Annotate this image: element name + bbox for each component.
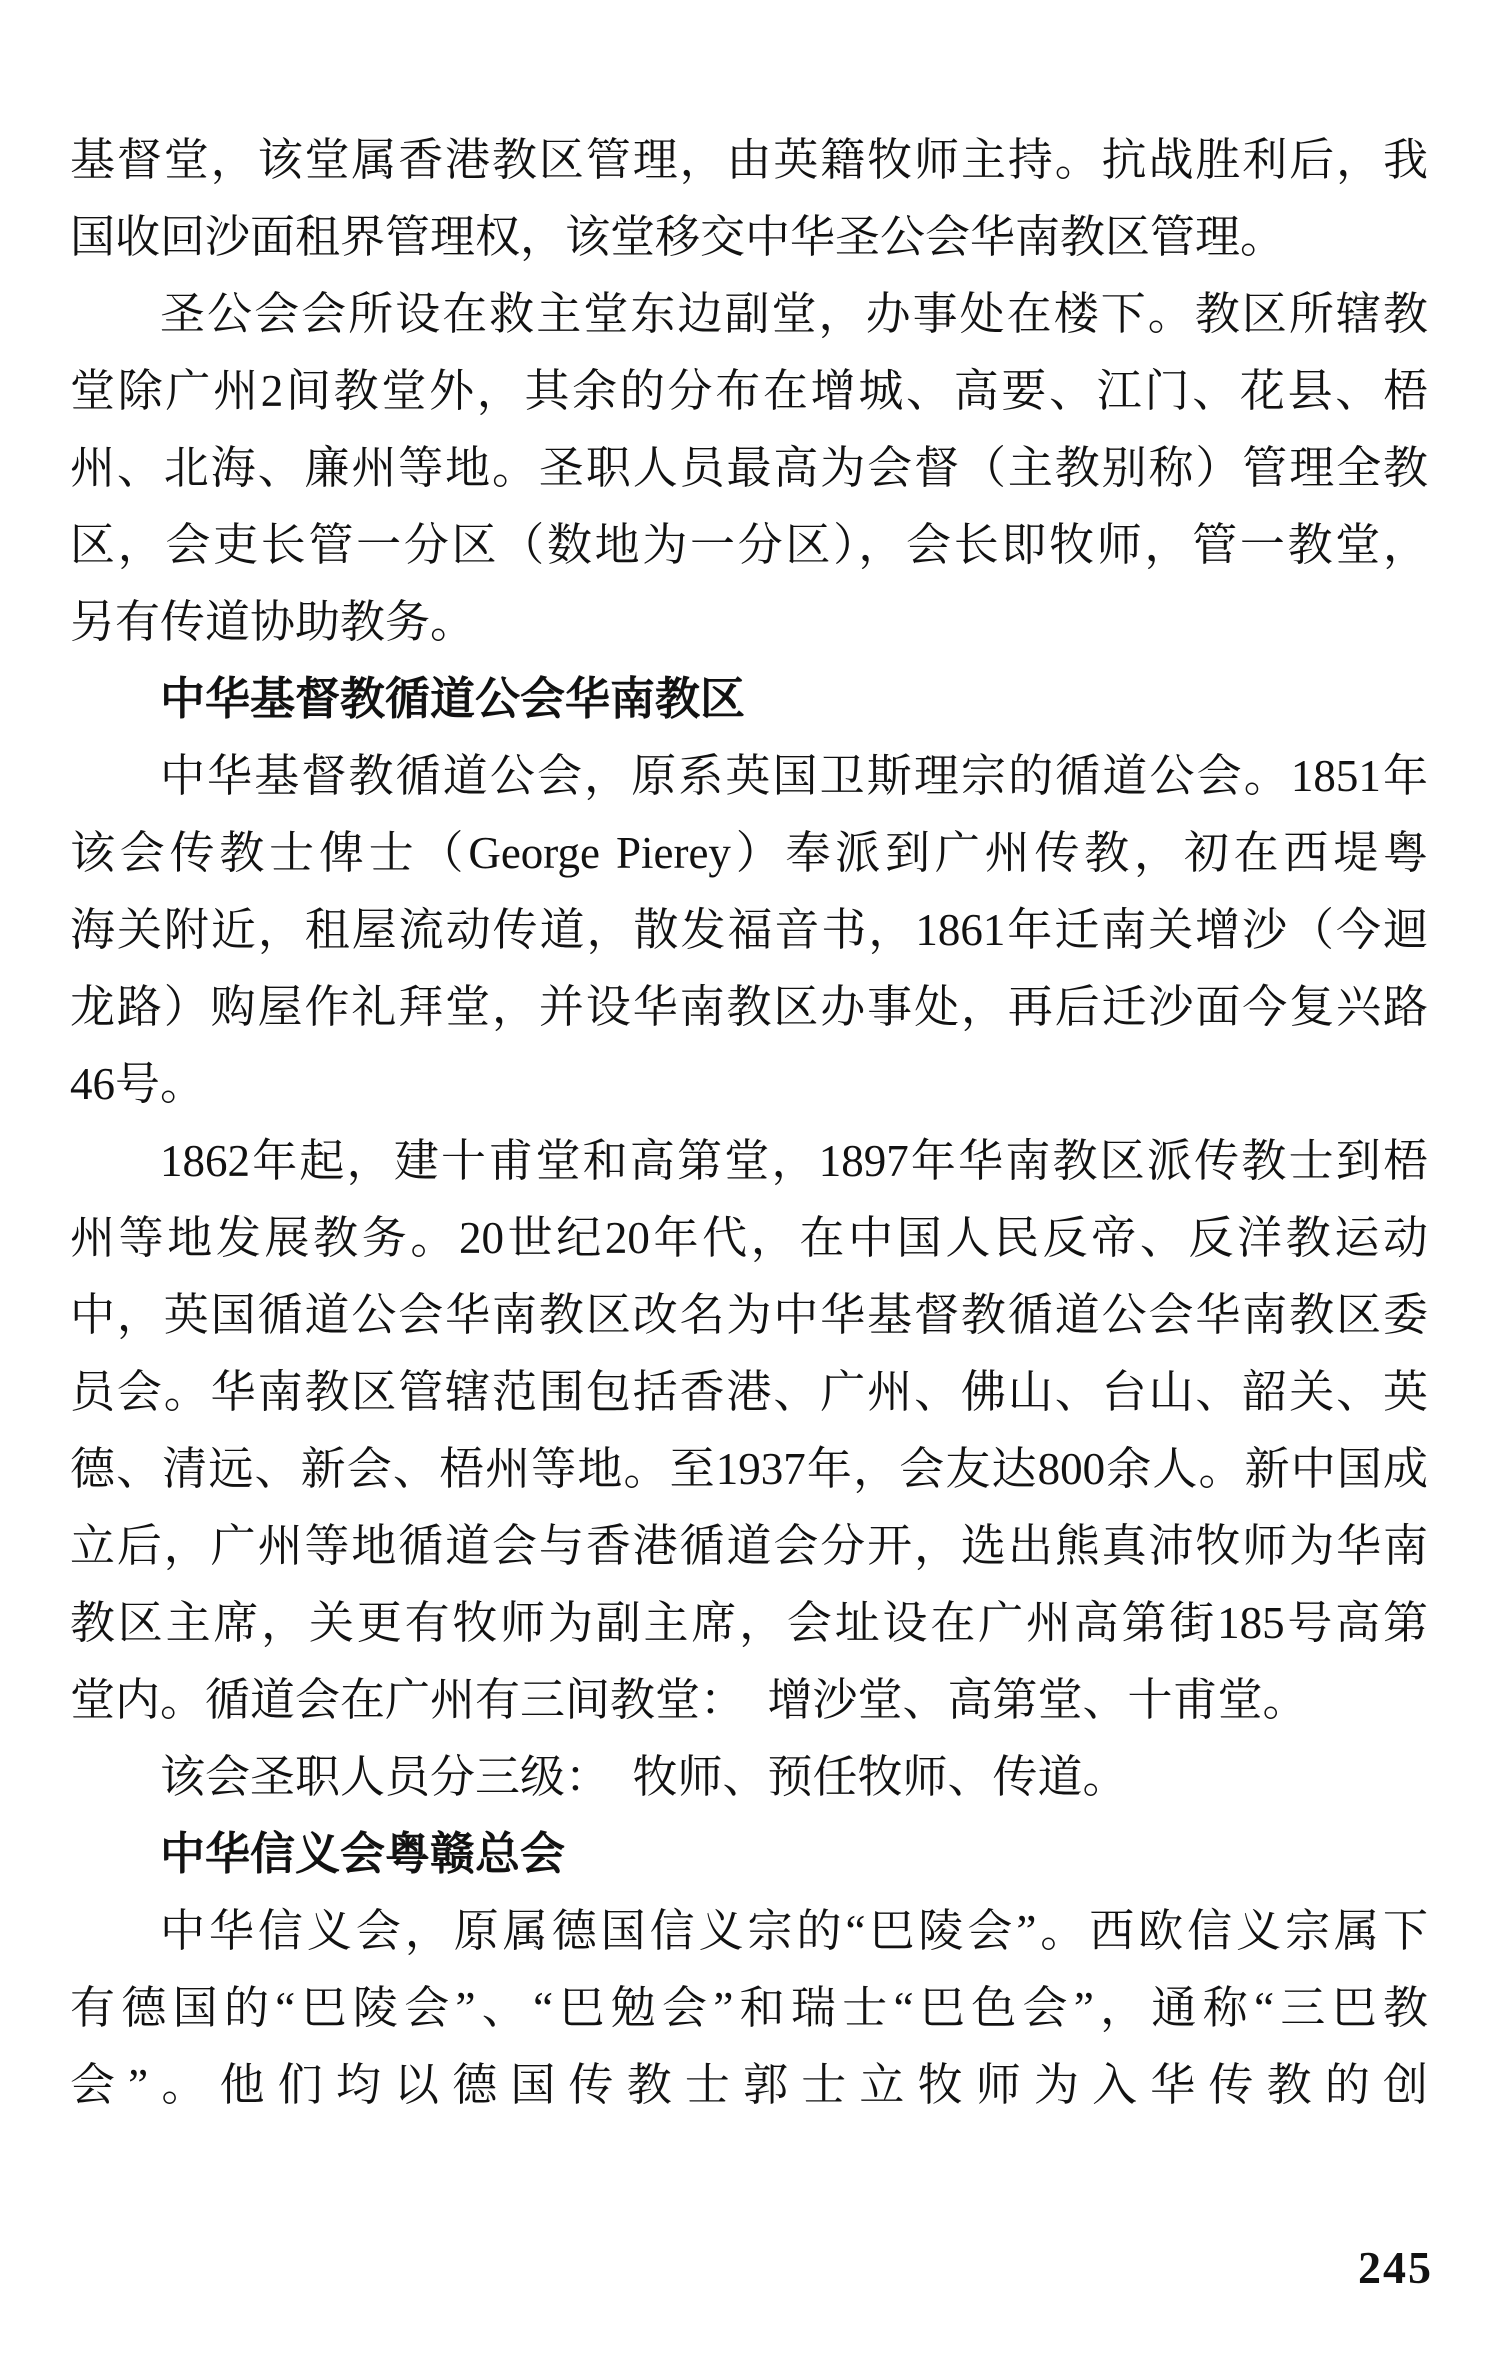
text-line: 该会传教士俾士（George Pierey）奉派到广州传教，初在西堤粤 xyxy=(70,828,1428,878)
page-number: 245 xyxy=(1358,2242,1433,2293)
text-line: 员会。华南教区管辖范围包括香港、广州、佛山、台山、韶关、英 xyxy=(70,1367,1428,1417)
text-line: 教区主席，关更有牧师为副主席，会址设在广州高第街185号高第 xyxy=(70,1598,1428,1648)
text-line: 该会圣职人员分三级： 牧师、预任牧师、传道。 xyxy=(160,1752,1128,1802)
text-line: 另有传道协助教务。 xyxy=(70,597,476,647)
text-line: 基督堂，该堂属香港教区管理，由英籍牧师主持。抗战胜利后，我 xyxy=(70,135,1428,185)
text-line: 州等地发展教务。20世纪20年代，在中国人民反帝、反洋教运动 xyxy=(70,1213,1428,1263)
text-line: 会”。他们均以德国传教士郭士立牧师为入华传教的创 xyxy=(70,2060,1428,2110)
text-line: 海关附近，租屋流动传道，散发福音书，1861年迁南关增沙（今迴 xyxy=(70,905,1428,955)
text-line: 中华信义会，原属德国信义宗的“巴陵会”。西欧信义宗属下 xyxy=(160,1906,1428,1956)
text-line: 圣公会会所设在救主堂东边副堂，办事处在楼下。教区所辖教 xyxy=(160,289,1428,339)
page-text-block xyxy=(70,122,1428,2124)
text-line: 中华基督教循道公会，原系英国卫斯理宗的循道公会。1851年 xyxy=(160,751,1428,801)
text-line: 46号。 xyxy=(70,1059,206,1109)
text-line: 国收回沙面租界管理权，该堂移交中华圣公会华南教区管理。 xyxy=(70,212,1286,262)
text-line: 堂内。循道会在广州有三间教堂： 增沙堂、高第堂、十甫堂。 xyxy=(70,1675,1308,1725)
section-heading: 中华基督教循道公会华南教区 xyxy=(160,674,746,724)
text-line: 堂除广州2间教堂外，其余的分布在增城、高要、江门、花县、梧 xyxy=(70,366,1428,416)
text-line: 中，英国循道公会华南教区改名为中华基督教循道公会华南教区委 xyxy=(70,1290,1428,1340)
text-line: 德、清远、新会、梧州等地。至1937年，会友达800余人。新中国成 xyxy=(70,1444,1428,1494)
text-line: 州、北海、廉州等地。圣职人员最高为会督（主教别称）管理全教 xyxy=(70,443,1428,493)
section-heading: 中华信义会粤赣总会 xyxy=(160,1829,566,1879)
text-line: 立后，广州等地循道会与香港循道会分开，选出熊真沛牧师为华南 xyxy=(70,1521,1428,1571)
text-line: 区，会吏长管一分区（数地为一分区），会长即牧师，管一教堂， xyxy=(70,520,1428,570)
text-line: 有德国的“巴陵会”、“巴勉会”和瑞士“巴色会”，通称“三巴教 xyxy=(70,1983,1428,2033)
text-line: 龙路）购屋作礼拜堂，并设华南教区办事处，再后迁沙面今复兴路 xyxy=(70,982,1428,1032)
text-line: 1862年起，建十甫堂和高第堂，1897年华南教区派传教士到梧 xyxy=(160,1136,1428,1186)
